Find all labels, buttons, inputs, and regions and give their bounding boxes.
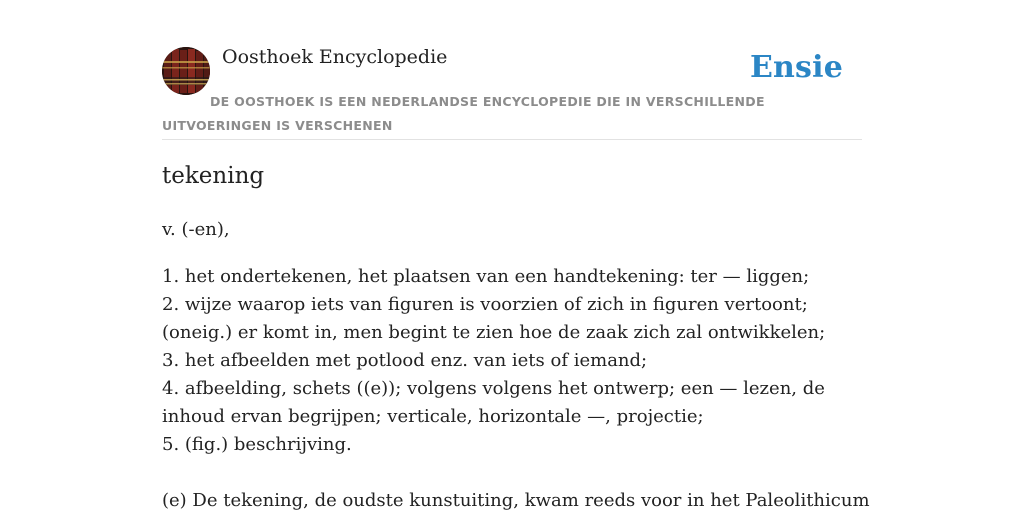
site-tagline: DE OOSTHOEK IS EEN NEDERLANDSE ENCYCLOPEDIE DIE IN VERSCHILLENDE UITVOERINGEN IS VERSCHENEN	[162, 94, 765, 133]
sense-item: 5. (fig.) beschrijving.	[162, 434, 352, 455]
sense-item: 1. het ondertekenen, het plaatsen van een handtekening: ter — liggen;	[162, 266, 810, 287]
entry-note: (e) De tekening, de oudste kunstuiting, kwam reeds voor in het Paleolithicum	[162, 490, 870, 511]
ensie-logo[interactable]: Ensie	[749, 50, 843, 85]
sense-item: 2. wijze waarop iets van figuren is voorzien of zich in figuren vertoont; (oneig.) er komt in, men begint te zien hoe de zaak zich zal ontwikkelen;	[162, 294, 826, 343]
site-title[interactable]: Oosthoek Encyclopedie	[222, 46, 448, 68]
site-avatar[interactable]	[162, 47, 210, 95]
entry-title: tekening	[162, 163, 265, 189]
encyclopedia-books-icon	[162, 47, 210, 95]
entry-senses	[162, 263, 862, 459]
header-divider	[162, 139, 862, 140]
entry-grammar: v. (-en),	[162, 219, 230, 240]
sense-item: 4. afbeelding, schets ((e)); volgens volgens het ontwerp; een — lezen, de inhoud ervan begrijpen; verticale, horizontale —, projectie;	[162, 378, 825, 427]
sense-item: 3. het afbeelden met potlood enz. van iets of iemand;	[162, 350, 648, 371]
site-header	[162, 44, 862, 140]
